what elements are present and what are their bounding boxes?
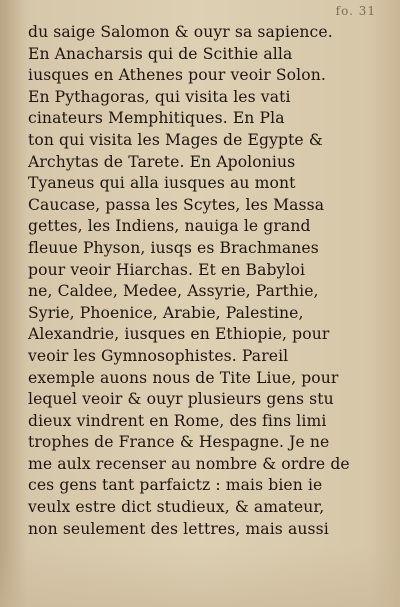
text-line: iusques en Athenes pour veoir Solon. bbox=[28, 66, 326, 85]
text-line: dieux vindrent en Rome, des fins limi bbox=[28, 411, 327, 430]
text-line: Archytas de Tarete. En Apolonius bbox=[28, 152, 296, 171]
text-line: veoir les Gymnosophistes. Pareil bbox=[28, 346, 289, 365]
text-line: non seulement des lettres, mais aussi bbox=[28, 519, 329, 538]
text-line: trophes de France & Hespagne. Je ne bbox=[28, 433, 330, 452]
text-line: Syrie, Phoenice, Arabie, Palestine, bbox=[28, 303, 304, 322]
text-line: En Anacharsis qui de Scithie alla bbox=[28, 44, 293, 63]
text-line: Tyaneus qui alla iusques au mont bbox=[28, 174, 296, 193]
text-line: exemple auons nous de Tite Liue, pour bbox=[28, 368, 339, 387]
text-line: pour veoir Hiarchas. Et en Babyloi bbox=[28, 260, 306, 279]
text-line: lequel veoir & ouyr plusieurs gens stu bbox=[28, 390, 334, 409]
text-line: ces gens tant parfaictz : mais bien ie bbox=[28, 476, 323, 495]
folio-number: fo. 31 bbox=[335, 4, 376, 18]
text-line: ton qui visita les Mages de Egypte & bbox=[28, 130, 323, 149]
text-line: Caucase, passa les Scytes, les Massa bbox=[28, 195, 325, 214]
text-line: me aulx recenser au nombre & ordre de bbox=[28, 454, 350, 473]
text-line: gettes, les Indiens, nauiga le grand bbox=[28, 217, 311, 236]
text-line: Alexandrie, iusques en Ethiopie, pour bbox=[28, 325, 330, 344]
text-line: En Pythagoras, qui visita les vati bbox=[28, 87, 291, 106]
text-line: ne, Caldee, Medee, Assyrie, Parthie, bbox=[28, 282, 319, 301]
text-line: cinateurs Memphitiques. En Pla bbox=[28, 109, 285, 128]
text-line: du saige Salomon & ouyr sa sapience. bbox=[28, 23, 333, 41]
text-line: fleuue Physon, iusqs es Brachmanes bbox=[28, 238, 319, 257]
page-shadow bbox=[0, 547, 400, 607]
text-line: veulx estre dict studieux, & amateur, bbox=[28, 498, 325, 517]
page-text bbox=[28, 22, 380, 540]
